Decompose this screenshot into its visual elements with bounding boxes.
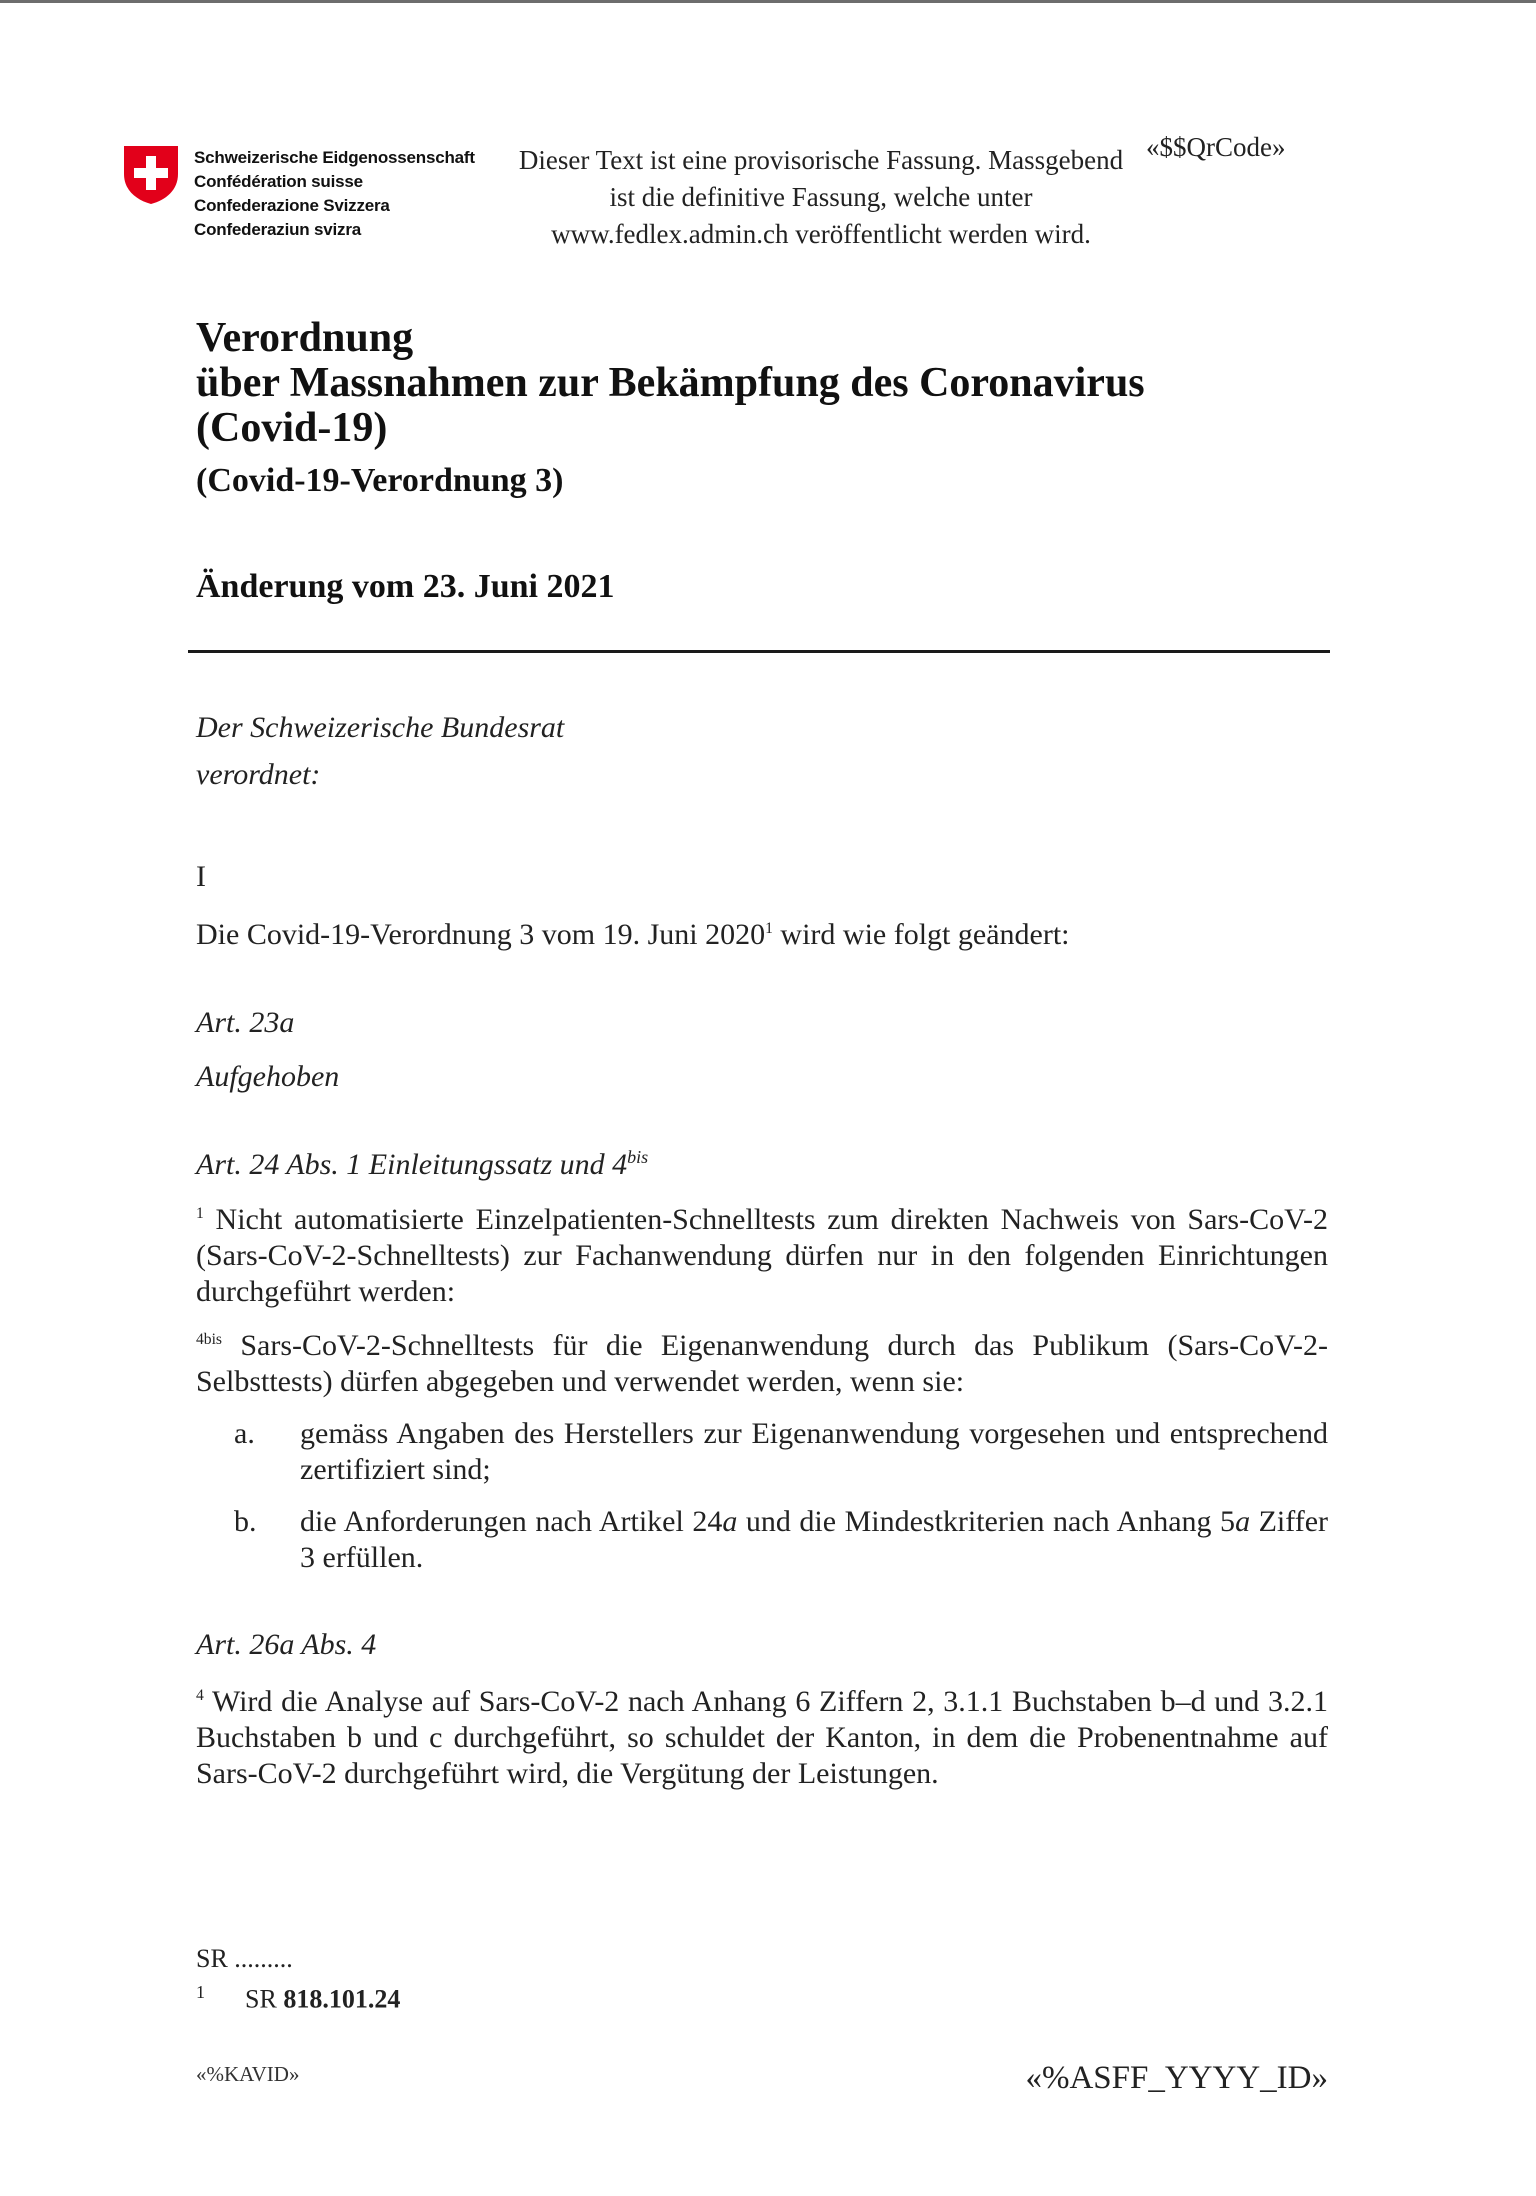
provisional-notice: Dieser Text ist eine provisorische Fassung. Massgebend ist die definitive Fassung, welche unter www.fedlex.admin.ch veröffentlicht werden wird. [518, 145, 1124, 249]
ordinance-short-title: (Covid-19-Verordnung 3) [196, 462, 564, 499]
preamble-line-2: verordnet: [196, 758, 321, 791]
preamble [196, 704, 564, 798]
list-marker: b. [234, 1505, 257, 1538]
ordinance-title [196, 316, 1145, 451]
title-line-1: Verordnung [196, 315, 414, 361]
article-23a-heading: Art. 23a [196, 1006, 295, 1039]
paragraph-number: 4 [196, 1687, 204, 1704]
title-divider [188, 650, 1330, 653]
confederation-rm: Confederaziun svizra [194, 220, 361, 239]
footnote-ref-1: 1 [765, 920, 773, 937]
list-item [196, 1504, 1328, 1576]
amendment-date: Änderung vom 23. Juni 2021 [196, 568, 615, 605]
asff-id-placeholder: «%ASFF_YYYY_ID» [1025, 2060, 1328, 2096]
list-item [196, 1416, 1328, 1488]
confederation-fr: Confédération suisse [194, 172, 363, 191]
list-text: die Anforderungen nach Artikel 24a und die Mindestkriterien nach Anhang 5a Ziffer 3 erfüllen. [300, 1505, 1328, 1574]
article-24-heading: Art. 24 Abs. 1 Einleitungssatz und $4^{bis}$ [196, 1147, 649, 1181]
paragraph-number: 1 [196, 1205, 204, 1222]
article-24-paragraph-1: $^1$ Nicht automatisierte Einzelpatienten-Schnelltests zum direkten Nachweis von Sars-CoV-2 (Sars-CoV-2-Schnelltests) zur Fachanwendung dürfen nur in den folgenden Einrichtungen durchgeführt werden: [196, 1203, 1328, 1308]
title-line-3: (Covid-19) [196, 405, 388, 451]
footnote-1: $^1$ SR 818.101.24 [196, 1982, 401, 2014]
footnote-sr-reference: 818.101.24 [283, 1984, 401, 2014]
list-marker: a. [234, 1417, 255, 1450]
top-border [0, 0, 1536, 3]
paragraph-number: 4bis [196, 1331, 222, 1348]
article-26a-heading: Art. 26a Abs. 4 [196, 1628, 377, 1661]
preamble-line-1: Der Schweizerische Bundesrat [196, 711, 565, 744]
section-intro: Die Covid-19-Verordnung 3 vom 19. Juni 2020$^1$ wird wie folgt geändert: [196, 918, 1070, 951]
footnote-number: 1 [196, 1982, 205, 2002]
confederation-names [194, 146, 475, 242]
qrcode-placeholder: «$$QrCode» [1146, 132, 1286, 162]
confederation-de: Schweizerische Eidgenossenschaft [194, 148, 475, 167]
article-26a-paragraph-4: $^4$ Wird die Analyse auf Sars-CoV-2 nach Anhang 6 Ziffern 2, 3.1.1 Buchstaben b–d und 3.2.1 Buchstaben b und c durchgeführt, so schuldet der Kanton, in dem die Probenentnahme auf Sars-CoV-2 durchgeführt wird, die Vergütung der Leistungen. [196, 1685, 1328, 1790]
article-24-heading-sup: bis [627, 1147, 649, 1167]
title-line-2: über Massnahmen zur Bekämpfung des Coronavirus [196, 360, 1145, 406]
section-number: I [196, 860, 206, 893]
sr-number: SR ......... [196, 1944, 293, 1973]
kavid-placeholder: «%KAVID» [196, 2062, 300, 2086]
article-23a-text: Aufgehoben [196, 1060, 340, 1093]
article-24-paragraph-4bis: $^{4bis}$ Sars-CoV-2-Schnelltests für die Eigenanwendung durch das Publikum (Sars-CoV-2-Selbsttests) dürfen abgegeben und verwendet werden, wenn sie: [196, 1329, 1329, 1398]
list-text: gemäss Angaben des Herstellers zur Eigenanwendung vorgesehen und entsprechend zertifiziert sind; [300, 1417, 1328, 1486]
confederation-it: Confederazione Svizzera [194, 196, 390, 215]
swiss-coat-of-arms-icon [122, 144, 180, 206]
